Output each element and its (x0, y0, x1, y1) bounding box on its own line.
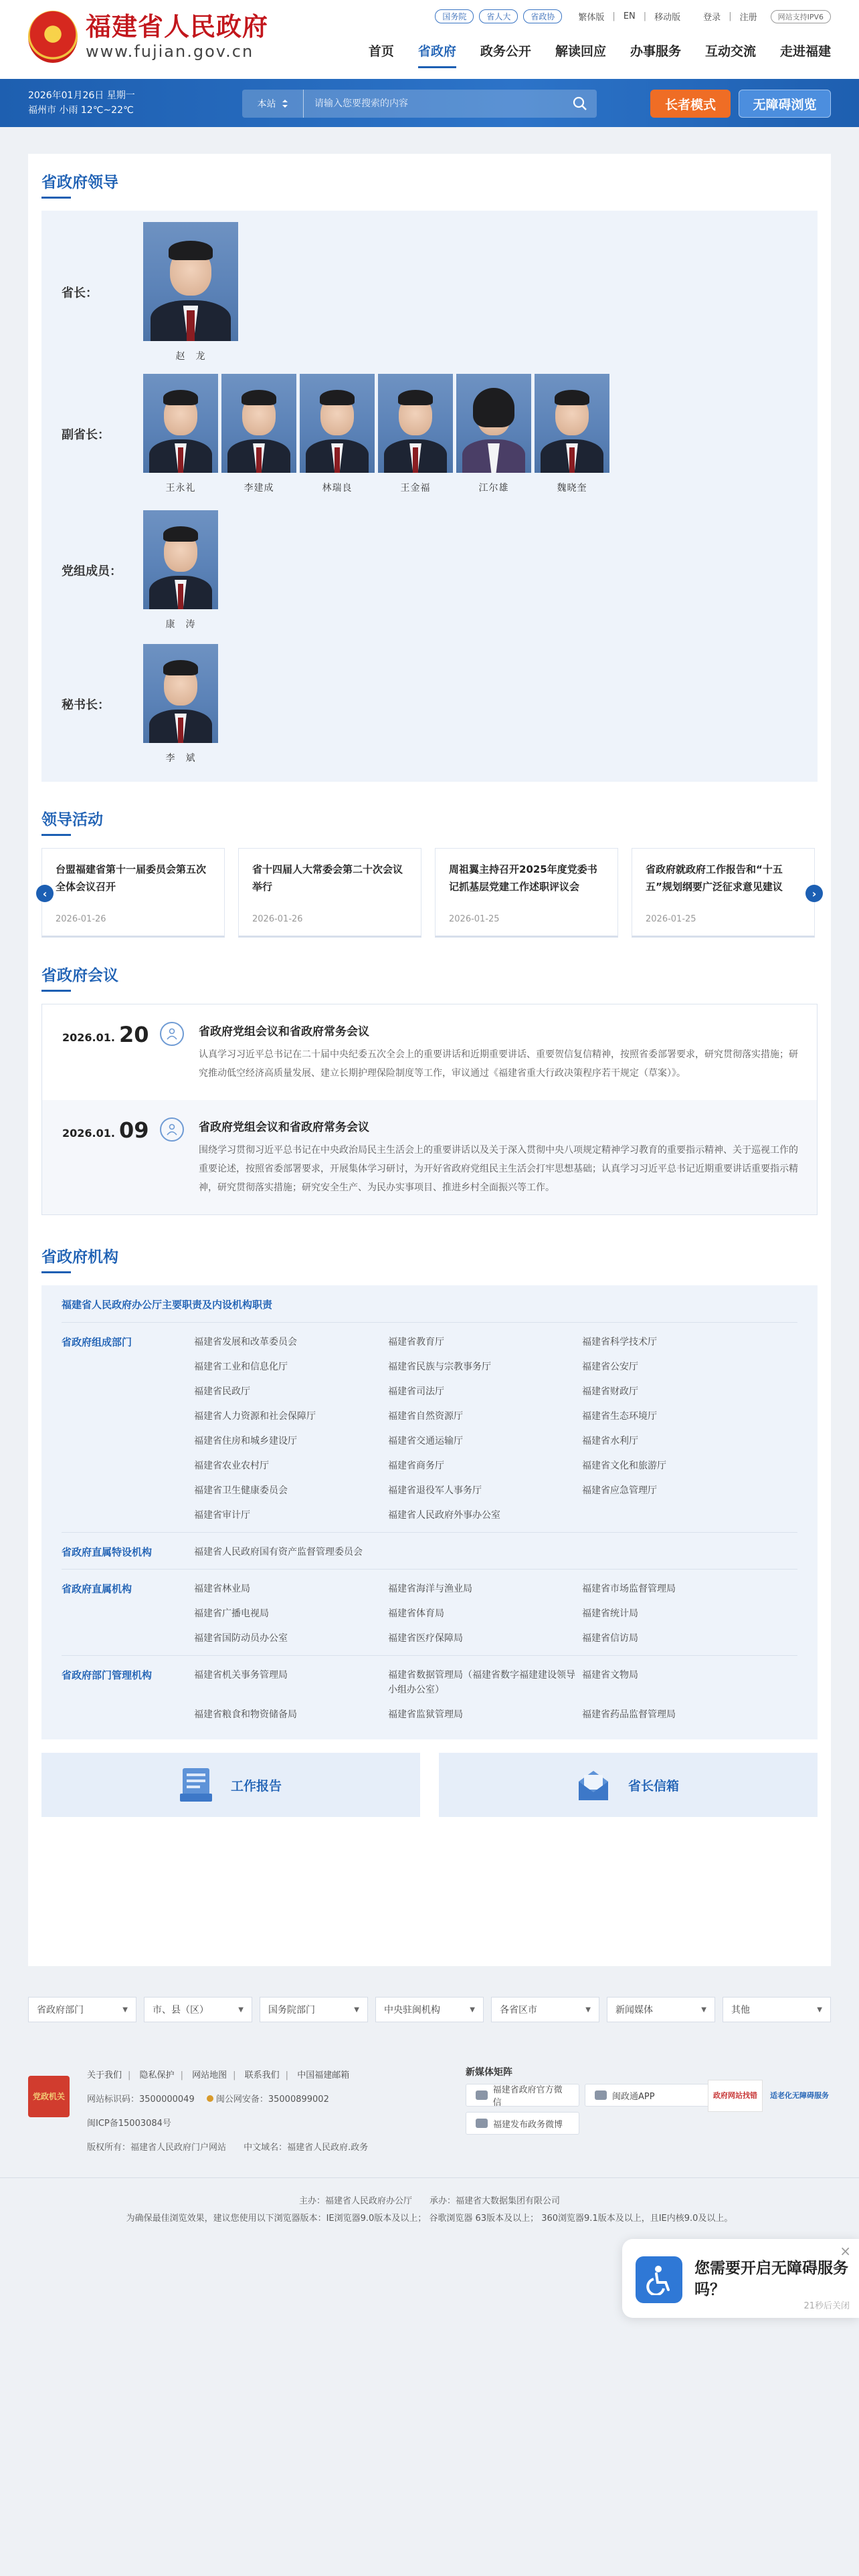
meeting-icon (160, 1022, 184, 1046)
mailbox-icon (577, 1767, 609, 1803)
party-member-row (62, 502, 797, 639)
general-office-link[interactable]: 福建省人民政府办公厅主要职责及内设机构职责 (62, 1297, 797, 1323)
mzt-app-link[interactable]: 闽政通APP (585, 2084, 712, 2107)
meeting-list (41, 1004, 818, 1215)
search-input[interactable] (304, 90, 563, 118)
institution-link[interactable]: 福建省信访局 (582, 1633, 638, 1644)
nav-open-affairs[interactable]: 政务公开 (480, 44, 531, 59)
footer-link-sitemap[interactable]: 网站地图 (192, 2070, 227, 2080)
nav-interpretation[interactable]: 解读回应 (555, 44, 606, 59)
leader-photo[interactable] (143, 222, 238, 341)
main-content (28, 154, 831, 1966)
site-code: 网站标识码：3500000049 (87, 2095, 195, 2105)
related-links-select[interactable]: 市、县（区） ▼ (144, 1997, 252, 2022)
meeting-summary: 围绕学习贯彻习近平总书记在中央政治局民主生活会上的重要讲话以及关于深入贯彻中央八项规定精神学习教育的重要指示精神、关于巡视工作的重要论述，按照省委部署要求，开展集体学习研讨，为开好省政府党组民主生活会打牢思想基础；认真学习习近平总书记近期重要讲话重要指示精神，研究贯彻落实措施；研究安全生产、为民办实事项目、推进乡村全面振兴等工作。 (199, 1145, 798, 1193)
caret-down-icon: ▼ (122, 2006, 128, 2014)
close-icon[interactable]: × (840, 2243, 851, 2259)
link-english[interactable]: EN (623, 11, 636, 21)
leader-name[interactable]: 康 涛 (165, 619, 196, 630)
meeting-date: 2026.01. 09 (62, 1117, 149, 1143)
institution-link[interactable]: 福建省粮食和物资储备局 (194, 1709, 297, 1720)
link-state-council[interactable]: 国务院 (435, 9, 474, 23)
quick-cards (41, 1753, 818, 1817)
site-footer (0, 2049, 859, 2177)
institution-group (62, 1533, 797, 1570)
activity-title[interactable]: 台盟福建省第十一届委员会第五次全体会议召开 (56, 863, 207, 893)
copyright-owner: 版权所有：福建省人民政府门户网站 (87, 2143, 227, 2153)
ipv6-badge: 网站支持IPV6 (771, 10, 831, 23)
main-nav (345, 41, 831, 68)
institution-group-label: 省政府直属机构 (62, 1583, 132, 1595)
activity-card[interactable] (435, 848, 618, 938)
institution-link[interactable]: 福建省海洋与渔业局 (388, 1584, 472, 1594)
search-box (242, 90, 597, 118)
vice-governor-role: 副省长： (62, 428, 110, 442)
related-links-select[interactable]: 中央驻闽机构 ▼ (375, 1997, 484, 2022)
elder-mode-button[interactable]: 长者模式 (650, 90, 731, 118)
leader-photo[interactable] (300, 374, 375, 473)
caret-down-icon: ▼ (817, 2006, 822, 2014)
institution-group-label: 省政府组成部门 (62, 1336, 132, 1348)
meeting-summary: 认真学习习近平总书记在二十届中央纪委五次全会上的重要讲话和近期重要讲话、重要贺信复信精神，按照省委部署要求，研究贯彻落实措施；研究推动低空经济高质量发展、建立长期护理保险制度等工作，审议通过《福建省重大行政决策程序若干规定（草案）》。 (199, 1049, 798, 1079)
institution-link[interactable]: 福建省农业农村厅 (194, 1461, 269, 1471)
activity-card[interactable] (41, 848, 225, 938)
institution-link[interactable]: 福建省市场监督管理局 (582, 1584, 676, 1594)
current-date: 2026年01月26日 星期一 (28, 90, 135, 101)
institution-link[interactable]: 福建省科学技术厅 (582, 1337, 657, 1348)
institution-link[interactable]: 福建省退役军人事务厅 (388, 1485, 482, 1496)
accessible-browse-button[interactable]: 无障碍浏览 (739, 90, 831, 118)
leader-card[interactable] (143, 222, 238, 362)
activity-title[interactable]: 周祖翼主持召开2025年度党委书记抓基层党建工作述职评议会 (449, 863, 597, 893)
institution-group-label: 省政府直属特设机构 (62, 1546, 153, 1558)
institution-link[interactable]: 福建省生态环境厅 (582, 1411, 657, 1422)
utility-bar (0, 79, 859, 127)
link-cppcc[interactable]: 省政协 (523, 9, 562, 23)
institution-group-label: 省政府部门管理机构 (62, 1669, 153, 1681)
elderly-accessible-badge[interactable]: 适老化无障碍服务 (770, 2091, 829, 2100)
institution-link[interactable]: 福建省数据管理局（福建省数字福建建设领导小组办公室） (388, 1670, 575, 1695)
institution-link[interactable]: 福建省药品监督管理局 (582, 1709, 676, 1720)
popup-message[interactable]: 您需要开启无障碍服务吗？ (694, 2260, 848, 2298)
leader-card[interactable] (143, 374, 218, 494)
leader-name[interactable]: 李建成 (244, 483, 274, 494)
activity-title[interactable]: 省十四届人大常委会第二十次会议举行 (252, 863, 403, 893)
search-icon (573, 96, 587, 111)
login-link[interactable]: 登录 (703, 13, 721, 23)
search-scope-select[interactable]: 本站 (242, 90, 304, 118)
search-button[interactable] (563, 90, 597, 118)
work-report-card[interactable]: 工作报告 (41, 1753, 420, 1817)
weather-info: 福州市 小雨 12℃~22℃ (28, 105, 134, 116)
activity-card[interactable] (238, 848, 421, 938)
leader-name[interactable]: 王金福 (400, 483, 431, 494)
leader-card[interactable] (535, 374, 609, 494)
site-domain: www.fujian.gov.cn (86, 42, 254, 61)
media-matrix-title: 新媒体矩阵 (466, 2067, 512, 2078)
institution-group (62, 1570, 797, 1656)
leader-photo[interactable] (221, 374, 296, 473)
register-link[interactable]: 注册 (739, 13, 757, 23)
chevron-right-icon: › (812, 887, 817, 900)
related-links-select[interactable]: 国务院部门 ▼ (260, 1997, 368, 2022)
related-links-filters (28, 1997, 831, 2022)
chinese-domain: 中文域名：福建省人民政府.政务 (244, 2143, 369, 2153)
activities-carousel (41, 848, 818, 939)
activity-card[interactable] (632, 848, 815, 938)
institution-link[interactable]: 福建省司法厅 (388, 1386, 444, 1397)
nav-about-fujian[interactable]: 走进福建 (779, 44, 831, 59)
date-weather (28, 88, 135, 118)
meeting-date: 2026.01. 20 (62, 1022, 149, 1047)
vice-governor-row (62, 366, 797, 502)
leader-name[interactable]: 江尔雄 (478, 483, 509, 494)
footer-link-about[interactable]: 关于我们 (87, 2070, 122, 2080)
site-name: 福建省人民政府 (86, 11, 269, 41)
footer-link-contact[interactable]: 联系我们 (244, 2070, 280, 2080)
related-links-select[interactable]: 省政府部门 ▼ (28, 1997, 136, 2022)
link-provincial-congress[interactable]: 省人大 (479, 9, 518, 23)
institution-link[interactable]: 福建省交通运输厅 (388, 1436, 463, 1446)
secretary-row (62, 639, 797, 770)
secretary-role: 秘书长： (62, 698, 110, 712)
leader-photo[interactable] (143, 510, 218, 609)
institution-link[interactable]: 福建省住房和城乡建设厅 (194, 1436, 297, 1446)
activity-date: 2026-01-25 (449, 914, 500, 924)
vice-governor-list (143, 374, 613, 494)
governor-mailbox-card[interactable]: 省长信箱 (439, 1753, 818, 1817)
wechat-link[interactable]: 福建省政府官方微信 (466, 2084, 579, 2107)
activities-title: 领导活动 (41, 807, 818, 836)
governor-row (62, 219, 797, 366)
caret-down-icon: ▼ (354, 2006, 359, 2014)
related-links-select[interactable]: 其他 ▼ (723, 1997, 831, 2022)
nav-government[interactable]: 省政府 (418, 41, 456, 68)
leader-name[interactable]: 赵 龙 (175, 351, 206, 362)
wechat-icon (476, 2090, 488, 2100)
chevron-left-icon: ‹ (42, 887, 47, 900)
leader-photo[interactable] (456, 374, 531, 473)
national-emblem-icon: ★ (28, 11, 78, 63)
updown-caret-icon (282, 99, 288, 108)
institution-group (62, 1323, 797, 1533)
leader-name[interactable]: 王永礼 (165, 483, 196, 494)
meeting-title[interactable]: 省政府党组会议和省政府常务会议 (199, 1121, 369, 1134)
institution-link[interactable]: 福建省机关事务管理局 (194, 1670, 288, 1681)
leader-photo[interactable] (378, 374, 453, 473)
activity-title[interactable]: 省政府就政府工作报告和“十五五”规划纲要广泛征求意见建议 (646, 863, 783, 893)
footer-links: 关于我们 | 隐私保护 | 网站地图 | 联系我们 | 中国福建邮箱 (87, 2070, 350, 2080)
caret-down-icon: ▼ (585, 2006, 591, 2014)
institution-link[interactable]: 福建省人民政府国有资产监督管理委员会 (194, 1547, 363, 1558)
institutions-panel (41, 1285, 818, 1739)
leaders-panel (41, 211, 818, 782)
institution-link[interactable]: 福建省自然资源厅 (388, 1411, 463, 1422)
top-links: 国务院 省人大 省政协 繁体版 | EN | 移动版 登录 | 注册 网站支持IPV6 (430, 9, 831, 23)
institution-link[interactable]: 福建省国防动员办公室 (194, 1633, 288, 1644)
leader-card[interactable] (143, 510, 218, 631)
institution-link[interactable]: 福建省文化和旅游厅 (582, 1461, 666, 1471)
institution-link[interactable]: 福建省医疗保障局 (388, 1633, 463, 1644)
meetings-title: 省政府会议 (41, 963, 818, 992)
institution-link[interactable]: 福建省体育局 (388, 1608, 444, 1619)
police-record[interactable]: 闽公网安备：35000899002 (215, 2095, 329, 2105)
meeting-title[interactable]: 省政府党组会议和省政府常务会议 (199, 1025, 369, 1039)
site-header (0, 0, 859, 79)
weibo-icon (476, 2119, 488, 2128)
leader-photo[interactable] (143, 644, 218, 743)
footer-link-mail[interactable]: 中国福建邮箱 (297, 2070, 350, 2080)
caret-down-icon: ▼ (238, 2006, 244, 2014)
leader-name[interactable]: 魏晓奎 (557, 483, 587, 494)
leader-photo[interactable] (535, 374, 609, 473)
institution-link[interactable]: 福建省商务厅 (388, 1461, 444, 1471)
institution-link[interactable]: 福建省水利厅 (582, 1436, 638, 1446)
wheelchair-icon (636, 2256, 682, 2303)
leader-card[interactable] (456, 374, 531, 494)
institution-link[interactable]: 福建省公安厅 (582, 1362, 638, 1372)
app-icon (595, 2090, 607, 2100)
accessibility-popup[interactable] (622, 2239, 859, 2318)
leader-name[interactable]: 林瑞良 (322, 483, 353, 494)
leader-card[interactable] (300, 374, 375, 494)
nav-services[interactable]: 办事服务 (630, 44, 681, 59)
institution-link[interactable]: 福建省统计局 (582, 1608, 638, 1619)
activity-list (41, 848, 818, 938)
nav-interaction[interactable]: 互动交流 (704, 44, 756, 59)
institution-groups (62, 1323, 797, 1731)
meeting-icon (160, 1117, 184, 1142)
carousel-prev-button[interactable] (36, 885, 54, 902)
institution-group (62, 1656, 797, 1731)
leader-photo[interactable] (143, 374, 218, 473)
leaders-title: 省政府领导 (41, 170, 818, 199)
icp-record[interactable]: 闽ICP备15003084号 (87, 2119, 171, 2129)
activity-date: 2026-01-25 (646, 914, 696, 924)
weibo-link[interactable]: 福建发布政务微博 (466, 2112, 579, 2135)
leader-card[interactable] (143, 644, 218, 764)
institution-link[interactable]: 福建省文物局 (582, 1670, 638, 1681)
institution-link[interactable]: 福建省财政厅 (582, 1386, 638, 1397)
institutions-title: 省政府机构 (41, 1245, 818, 1273)
related-links-select[interactable]: 各省区市 ▼ (491, 1997, 599, 2022)
institution-link[interactable]: 福建省民族与宗教事务厅 (388, 1362, 491, 1372)
institution-link[interactable]: 福建省人民政府外事办公室 (388, 1510, 500, 1521)
police-badge-icon (207, 2095, 213, 2102)
related-links-select[interactable]: 新闻媒体 ▼ (607, 1997, 715, 2022)
meeting-item[interactable] (42, 1100, 817, 1214)
leader-card[interactable] (378, 374, 453, 494)
institution-link[interactable]: 福建省工业和信息化厅 (194, 1362, 288, 1372)
carousel-next-button[interactable] (805, 885, 823, 902)
sponsor-info: 主办：福建省人民政府办公厅 承办：福建省大数据集团有限公司 (298, 2196, 560, 2206)
activity-date: 2026-01-26 (56, 914, 106, 924)
institution-link[interactable]: 福建省卫生健康委员会 (194, 1485, 288, 1496)
party-gov-emblem-icon[interactable]: 党政机关 (28, 2076, 70, 2117)
institution-link[interactable]: 福建省监狱管理局 (388, 1709, 463, 1720)
caret-down-icon: ▼ (470, 2006, 475, 2014)
institution-link[interactable]: 福建省教育厅 (388, 1337, 444, 1348)
leader-card[interactable] (221, 374, 296, 494)
party-member-role: 党组成员： (62, 564, 122, 578)
institution-link[interactable]: 福建省应急管理厅 (582, 1485, 657, 1496)
site-error-report-badge[interactable]: 政府网站找错 (708, 2080, 763, 2112)
institution-link[interactable]: 福建省审计厅 (194, 1510, 250, 1521)
site-logo[interactable] (28, 11, 268, 63)
institution-link[interactable]: 福建省民政厅 (194, 1386, 250, 1397)
institution-link[interactable]: 福建省人力资源和社会保障厅 (194, 1411, 316, 1422)
leader-name[interactable]: 李 斌 (165, 753, 196, 764)
meeting-item[interactable] (42, 1004, 817, 1100)
nav-home[interactable]: 首页 (368, 44, 394, 59)
link-mobile[interactable]: 移动版 (654, 13, 681, 23)
institution-link[interactable]: 福建省发展和改革委员会 (194, 1337, 297, 1348)
link-traditional[interactable]: 繁体版 (578, 13, 605, 23)
document-icon (180, 1767, 212, 1803)
institution-link[interactable]: 福建省广播电视局 (194, 1608, 269, 1619)
browser-tip: 为确保最佳浏览效果，建议您使用以下浏览器版本：IE浏览器9.0版本及以上； 谷歌浏览器 63版本及以上； 360浏览器9.1版本及以上，且IE内核9.0及以上。 (126, 2214, 733, 2224)
governor-role: 省长： (62, 286, 98, 300)
popup-countdown: 21秒后关闭 (803, 2301, 850, 2311)
caret-down-icon: ▼ (701, 2006, 706, 2014)
footer-link-privacy[interactable]: 隐私保护 (139, 2070, 175, 2080)
institution-link[interactable]: 福建省林业局 (194, 1584, 250, 1594)
activity-date: 2026-01-26 (252, 914, 303, 924)
